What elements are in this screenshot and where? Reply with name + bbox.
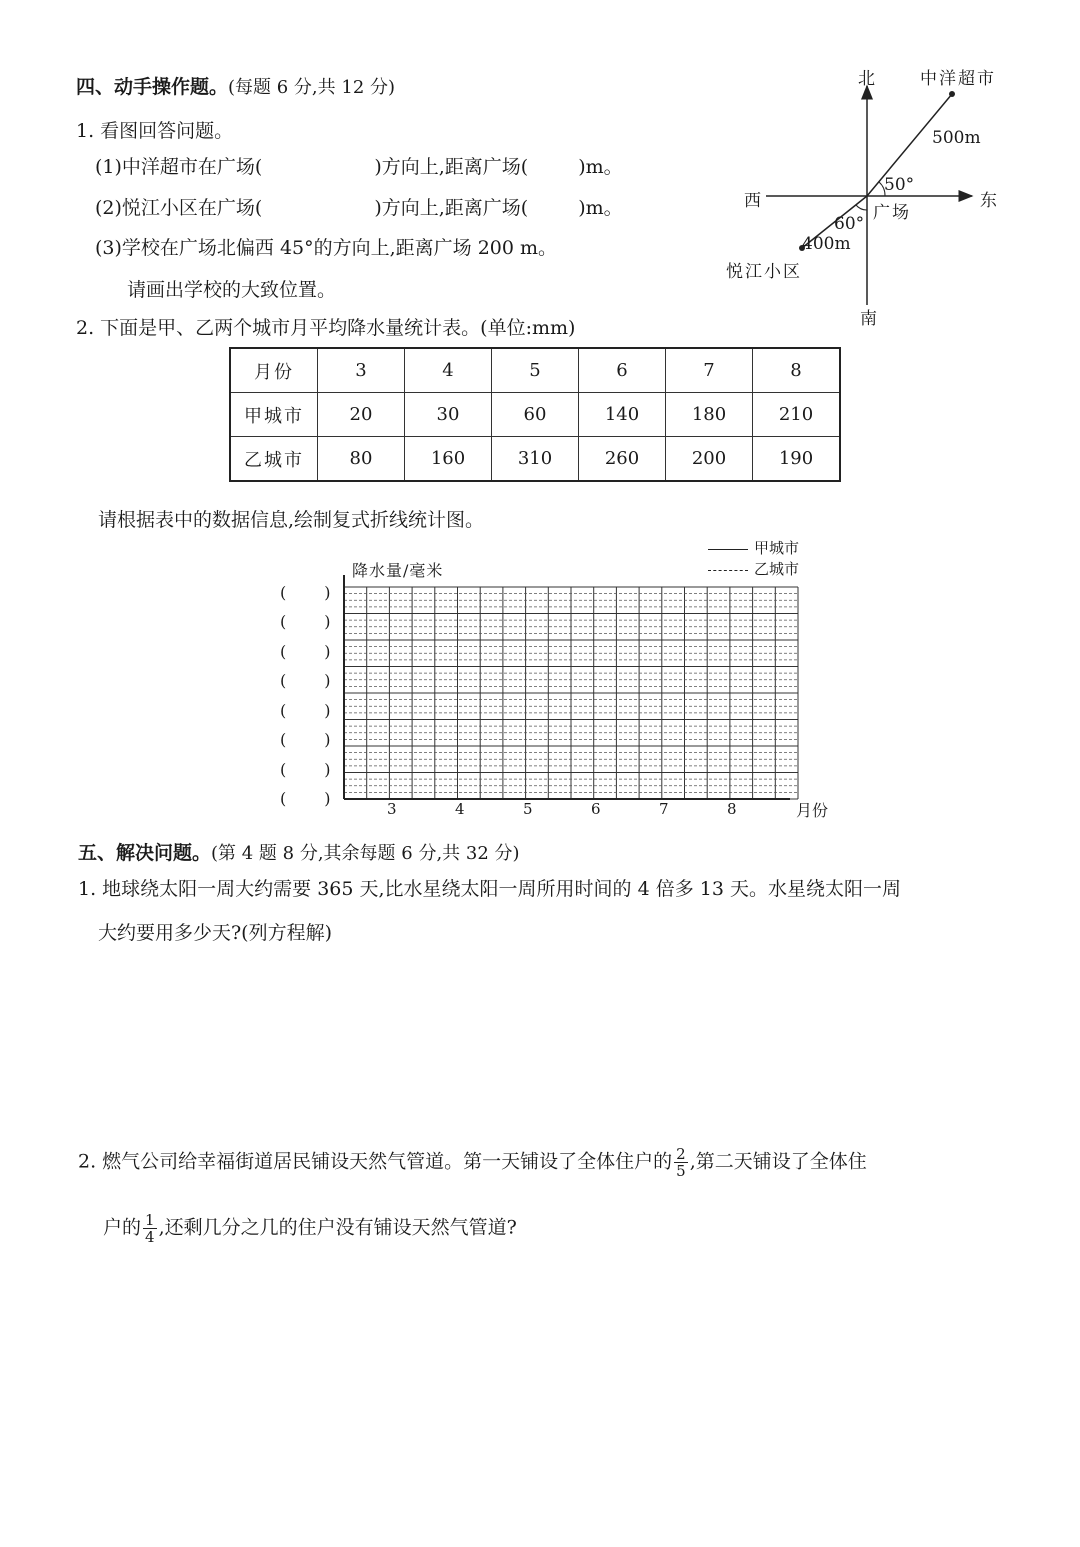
table-cell: 3 xyxy=(318,348,405,393)
table-cell: 310 xyxy=(492,437,579,482)
table-cell: 180 xyxy=(666,393,753,437)
table-cell: 190 xyxy=(753,437,841,482)
section4-heading xyxy=(76,72,395,99)
blank-chart-grid xyxy=(330,575,830,805)
table-cell: 6 xyxy=(579,348,666,393)
q4-1-part1: (1)中洋超市在广场( )方向上,距离广场( )m。 xyxy=(95,156,623,178)
y-blank[interactable]: ( ) xyxy=(280,760,331,779)
table-cell: 140 xyxy=(579,393,666,437)
table-cell: 200 xyxy=(666,437,753,482)
section5-title: 五、解决问题。 xyxy=(78,842,212,864)
q5-1-line2: 大约要用多少天?(列方程解) xyxy=(98,922,333,944)
table-cell: 80 xyxy=(318,437,405,482)
table-cell: 8 xyxy=(753,348,841,393)
community-distance: 400m xyxy=(802,234,851,254)
x-tick: 3 xyxy=(387,800,397,818)
table-cell: 160 xyxy=(405,437,492,482)
y-blank[interactable]: ( ) xyxy=(280,671,331,690)
table-cell: 5 xyxy=(492,348,579,393)
legend-city-b: 乙城市 xyxy=(708,558,799,579)
table-cell: 260 xyxy=(579,437,666,482)
legend-city-a: 甲城市 xyxy=(708,537,799,558)
x-tick: 8 xyxy=(727,800,737,818)
y-blank[interactable]: ( ) xyxy=(280,730,331,749)
table-cell: 30 xyxy=(405,393,492,437)
chart-x-label: 月份 xyxy=(796,801,829,820)
section4-note: (每题 6 分,共 12 分) xyxy=(228,77,396,98)
table-cell: 20 xyxy=(318,393,405,437)
legend-dashed-line xyxy=(708,570,748,571)
y-blank[interactable]: ( ) xyxy=(280,789,331,808)
legend-solid-line xyxy=(708,549,748,550)
q4-2-title: 2. 下面是甲、乙两个城市月平均降水量统计表。(单位:mm) xyxy=(76,317,576,339)
supermarket-distance: 500m xyxy=(932,128,981,148)
q4-1-part3: (3)学校在广场北偏西 45°的方向上,距离广场 200 m。 xyxy=(95,237,558,259)
table-row xyxy=(230,393,840,437)
table-cell: 60 xyxy=(492,393,579,437)
fraction-two-fifths: $\frac{2}{5}$ xyxy=(676,1145,686,1180)
q4-1-title: 1. 看图回答问题。 xyxy=(76,120,234,142)
y-blank[interactable]: ( ) xyxy=(280,701,331,720)
q5-1-line1: 1. 地球绕太阳一周大约需要 365 天,比水星绕太阳一周所用时间的 4 倍多 13 天。水星绕太阳一周 xyxy=(78,878,901,900)
x-tick: 4 xyxy=(455,800,465,818)
q4-1-part3-instruction: 请画出学校的大致位置。 xyxy=(127,279,337,301)
q5-2-line2: 户的 $\frac{1}{4}$ ,还剩几分之几的住户没有铺设天然气管道? xyxy=(103,1211,517,1246)
x-tick: 5 xyxy=(523,800,533,818)
community-angle: 60° xyxy=(834,214,865,234)
row-header: 乙城市 xyxy=(230,437,318,482)
rainfall-table xyxy=(229,347,841,482)
compass-south-label: 南 xyxy=(860,309,877,329)
row-header: 甲城市 xyxy=(230,393,318,437)
angle-arc-60 xyxy=(856,205,867,210)
y-blank[interactable]: ( ) xyxy=(280,612,331,631)
q5-2-line1: 2. 燃气公司给幸福街道居民铺设天然气管道。第一天铺设了全体住户的 $\frac{2}{5}$ ,第二天铺设了全体住 xyxy=(78,1145,867,1180)
table-row xyxy=(230,348,840,393)
x-tick: 6 xyxy=(591,800,601,818)
compass-east-label: 东 xyxy=(980,191,997,211)
section5-note: (第 4 题 8 分,其余每题 6 分,共 32 分) xyxy=(211,843,520,864)
y-blank[interactable]: ( ) xyxy=(280,583,331,602)
supermarket-label: 中洋超市 xyxy=(920,69,996,89)
center-label: 广场 xyxy=(873,203,911,223)
chart-y-label: 降水量/毫米 xyxy=(352,561,444,580)
section4-title: 四、动手操作题。 xyxy=(76,76,229,98)
community-label: 悦江小区 xyxy=(726,262,802,282)
compass-north-label: 北 xyxy=(858,69,875,89)
table-cell: 4 xyxy=(405,348,492,393)
table-row xyxy=(230,437,840,482)
supermarket-point xyxy=(949,91,955,97)
y-blank[interactable]: ( ) xyxy=(280,642,331,661)
q4-1-part2: (2)悦江小区在广场( )方向上,距离广场( )m。 xyxy=(95,197,623,219)
chart-instruction: 请根据表中的数据信息,绘制复式折线统计图。 xyxy=(98,509,485,531)
compass-west-label: 西 xyxy=(744,191,761,211)
section5-heading xyxy=(78,838,520,865)
table-cell: 210 xyxy=(753,393,841,437)
row-header: 月份 xyxy=(230,348,318,393)
fraction-one-fourth: $\frac{1}{4}$ xyxy=(145,1211,155,1246)
table-cell: 7 xyxy=(666,348,753,393)
x-tick: 7 xyxy=(659,800,669,818)
supermarket-angle: 50° xyxy=(884,175,915,195)
